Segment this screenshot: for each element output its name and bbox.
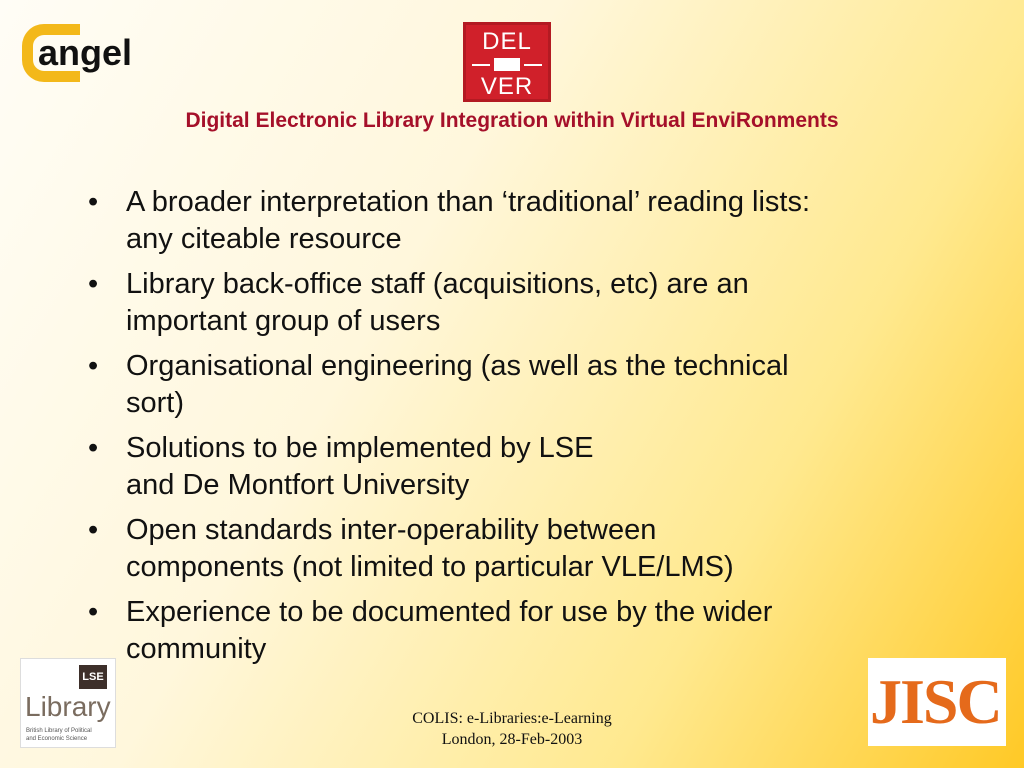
bullet-line: Organisational engineering (as well as the technical	[126, 350, 789, 382]
lse-library-word: Library	[25, 691, 111, 722]
bullet-item	[88, 348, 968, 422]
jisc-logo-text: JISC	[870, 666, 1001, 737]
footer-line-1: COLIS: e-Libraries:e-Learning	[412, 710, 612, 727]
bullet-dot-icon: •	[88, 432, 99, 464]
bullet-line: any citeable resource	[126, 223, 402, 255]
slide-subtitle: Digital Electronic Library Integration within Virtual EnviRonments	[185, 109, 839, 132]
lse-caption-line: and Economic Science	[26, 736, 88, 742]
bullet-line: A broader interpretation than ‘traditional’ reading lists:	[126, 186, 811, 218]
deliver-logo	[463, 22, 551, 102]
lse-caption-line: British Library of Political	[26, 728, 92, 734]
bullet-line: Solutions to be implemented by LSE	[126, 432, 594, 464]
deliver-logo-i-icon	[494, 58, 520, 71]
bullet-line: community	[126, 633, 267, 665]
bullet-line: Experience to be documented for use by the wider	[126, 596, 773, 628]
bullet-dot-icon: •	[88, 514, 99, 546]
bullet-item	[88, 430, 968, 504]
bullet-line: Open standards inter-operability between	[126, 514, 657, 546]
bullet-item	[88, 594, 968, 668]
bullet-dot-icon: •	[88, 596, 99, 628]
bullet-dot-icon: •	[88, 186, 99, 218]
bullet-line: sort)	[126, 387, 184, 419]
bullet-item	[88, 266, 968, 340]
bullet-list	[88, 184, 968, 676]
angel-logo-text: angel	[38, 32, 133, 73]
angel-logo	[20, 20, 170, 90]
bullet-dot-icon: •	[88, 350, 99, 382]
footer-line-2: London, 28-Feb-2003	[441, 731, 583, 748]
deliver-logo-bottom-text: VER	[480, 73, 534, 100]
lse-badge: LSE	[79, 665, 107, 689]
deliver-logo-top-text: DEL	[482, 28, 532, 55]
bullet-line: components (not limited to particular VLE/LMS)	[126, 551, 734, 583]
bullet-item	[88, 184, 968, 258]
bullet-item	[88, 512, 968, 586]
slide-footer	[0, 708, 1024, 750]
bullet-line: and De Montfort University	[126, 469, 470, 501]
bullet-line: Library back-office staff (acquisitions, etc) are an	[126, 268, 749, 300]
bullet-line: important group of users	[126, 305, 441, 337]
bullet-dot-icon: •	[88, 268, 99, 300]
